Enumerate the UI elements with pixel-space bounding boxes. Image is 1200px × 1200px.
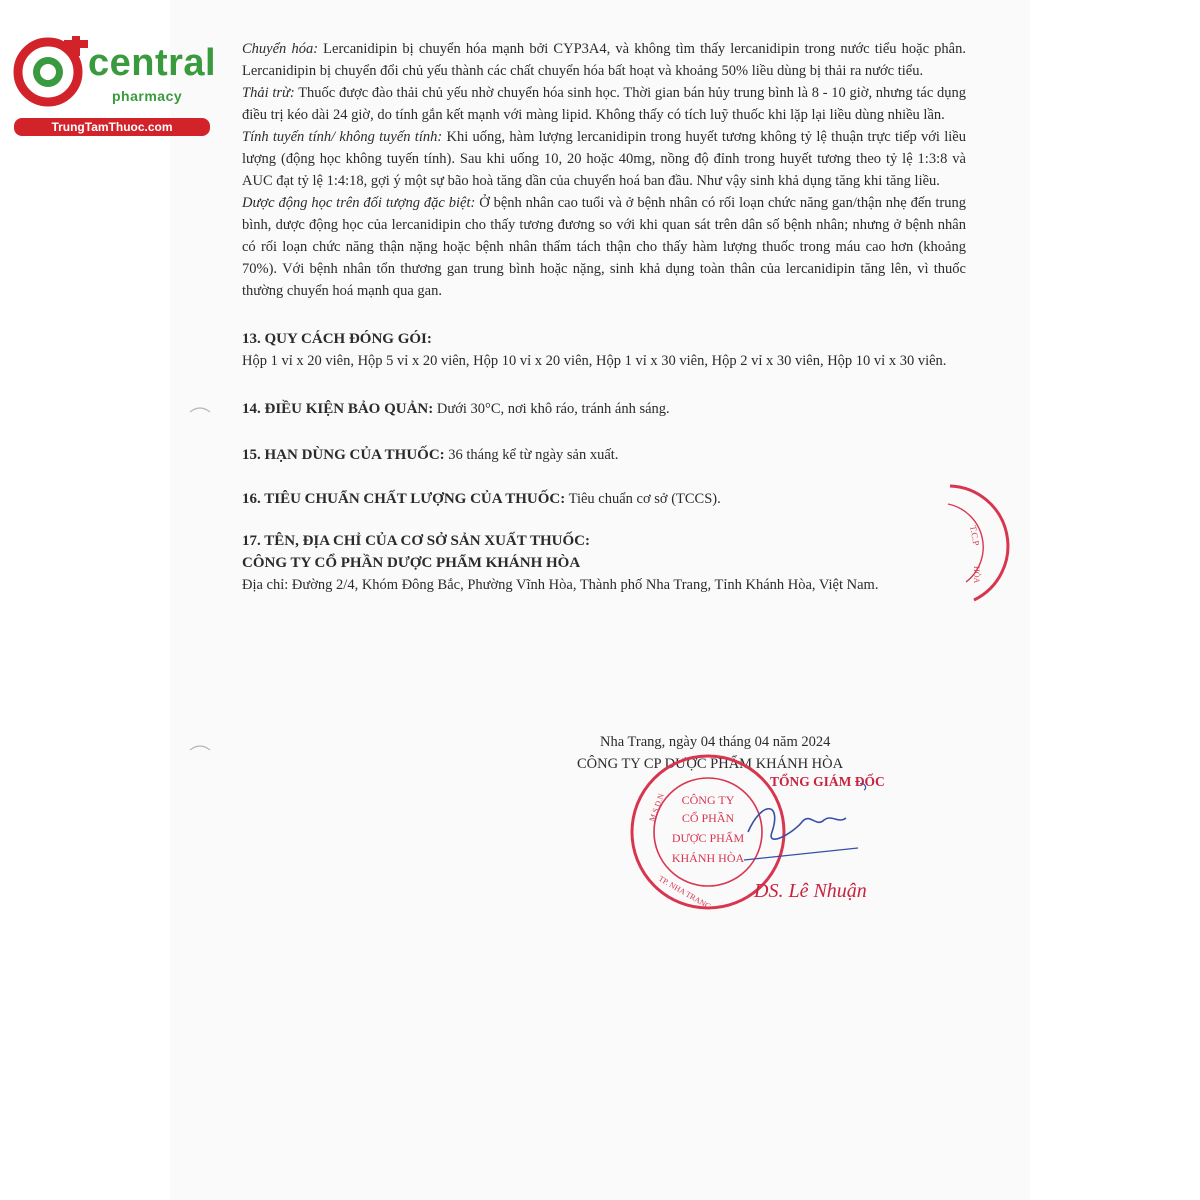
punch-hole-icon	[188, 404, 212, 428]
svg-text:HÒA: HÒA	[972, 566, 981, 584]
section-16	[242, 488, 966, 510]
company-name: CÔNG TY CỔ PHẦN DƯỢC PHẨM KHÁNH HÒA	[242, 555, 581, 571]
label-dac-biet: Dược động học trên đối tượng đặc biệt:	[242, 195, 476, 211]
partial-stamp-icon	[940, 482, 1020, 612]
section-14	[242, 398, 966, 420]
heading-section-15: 15. HẠN DÙNG CỦA THUỐC:	[242, 447, 445, 463]
text-dac-biet: Ở bệnh nhân cao tuổi và ở bệnh nhân có rối loạn chức năng gan/thận nhẹ đến trung bình, dược động học của lercanidipin cho thấy tương đương so với khi quan sát trên dân số bệnh nhân; nhưng ở bệnh nhân có rối loạn chức năng thận nặng hoặc bệnh nhân thẩm tách thận cho thấy hàm lượng thuốc trong máu cao hơn (khoảng 70%). Với bệnh nhân tổn thương gan trung bình hoặc nặng, sinh khả dụng toàn thân của lercanidipin tăng lên, vì thuốc thường chuyển hoá mạnh qua gan.	[242, 195, 967, 299]
svg-text:KHÁNH HÒA: KHÁNH HÒA	[671, 851, 745, 865]
company-signature-line: CÔNG TY CP DƯỢC PHẨM KHÁNH HÒA	[577, 756, 844, 772]
svg-text:M.S.D.N: M.S.D.N	[647, 792, 666, 823]
section-15	[242, 444, 966, 466]
heading-section-13: 13. QUY CÁCH ĐÓNG GÓI:	[242, 331, 432, 347]
text-tuyen-tinh: Khi uống, hàm lượng lercanidipin trong huyết tương không tỷ lệ thuận trực tiếp với liều lượng (động học không tuyến tính). Sau khi uống 10, 20 hoặc 40mg, nồng độ đỉnh trong huyết tương theo tỷ lệ 1:3:8 và AUC đạt tỷ lệ 1:4:18, gợi ý một sự bão hoà tăng dần của chuyển hoá ban đầu. Như vậy sinh khả dụng tăng khi tăng liều.	[242, 129, 966, 189]
company-address: Địa chỉ: Đường 2/4, Khóm Đông Bắc, Phường Vĩnh Hòa, Thành phố Nha Trang, Tỉnh Khánh Hòa, Việt Nam.	[242, 577, 879, 593]
logo-subtitle: pharmacy	[112, 88, 183, 104]
svg-text:CÔNG TY: CÔNG TY	[681, 793, 735, 807]
heading-section-17: 17. TÊN, ĐỊA CHỈ CỦA CƠ SỞ SẢN XUẤT THUỐC:	[242, 533, 590, 549]
paragraph-dac-biet	[242, 192, 966, 302]
logo-site-link[interactable]: TrungTamThuoc.com	[14, 118, 210, 136]
document-body	[242, 38, 966, 596]
heading-section-16: 16. TIÊU CHUẨN CHẤT LƯỢNG CỦA THUỐC:	[242, 491, 566, 507]
director-title: TỔNG GIÁM ĐỐC	[770, 774, 885, 789]
heading-section-14: 14. ĐIỀU KIỆN BẢO QUẢN:	[242, 401, 434, 417]
svg-text:TP. NHA TRANG: TP. NHA TRANG	[657, 873, 713, 912]
date-line: Nha Trang, ngày 04 tháng 04 năm 2024	[600, 734, 831, 750]
text-section-13: Hộp 1 vỉ x 20 viên, Hộp 5 vỉ x 20 viên, Hộp 10 vỉ x 20 viên, Hộp 1 vỉ x 30 viên, Hộp 2 vỉ x 30 viên, Hộp 10 vỉ x 30 viên.	[242, 353, 947, 369]
text-thai-tru: Thuốc được đào thải chủ yếu nhờ chuyển hóa sinh học. Thời gian bán hủy trung bình là 8 - 10 giờ, nhưng tác dụng điều trị kéo dài 24 giờ, do tính gắn kết mạnh với màng lipid. Không thấy có tích luỹ thuốc khi lặp lại liều dùng nhiều lần.	[242, 85, 966, 123]
svg-text:T.C.P: T.C.P	[968, 524, 982, 547]
signer-name: DS. Lê Nhuận	[754, 880, 867, 902]
paragraph-chuyen-hoa	[242, 38, 966, 82]
logo-brand: central	[88, 42, 217, 84]
text-section-15: 36 tháng kể từ ngày sản xuất.	[444, 447, 619, 463]
text-section-16: Tiêu chuẩn cơ sở (TCCS).	[565, 491, 721, 507]
text-section-14: Dưới 30°C, nơi khô ráo, tránh ánh sáng.	[433, 401, 670, 417]
label-thai-tru: Thải trừ:	[242, 85, 295, 101]
svg-text:CỔ PHẦN: CỔ PHẦN	[681, 811, 735, 825]
handwritten-signature-icon	[742, 782, 872, 882]
label-chuyen-hoa: Chuyển hóa:	[242, 41, 319, 57]
punch-hole-icon	[188, 742, 212, 766]
paragraph-thai-tru	[242, 82, 966, 126]
label-tuyen-tinh: Tính tuyến tính/ không tuyến tính:	[242, 129, 443, 145]
paragraph-tuyen-tinh	[242, 126, 966, 192]
text-chuyen-hoa: Lercanidipin bị chuyển hóa mạnh bởi CYP3A4, và không tìm thấy lercanidipin trong nước tiểu hoặc phân. Lercanidipin bị chuyển đổi chủ yếu thành các chất chuyển hóa bất hoạt và khoảng 50% liều dùng bị thải ra nước tiểu.	[242, 41, 966, 79]
svg-text:DƯỢC PHẨM: DƯỢC PHẨM	[671, 831, 745, 845]
